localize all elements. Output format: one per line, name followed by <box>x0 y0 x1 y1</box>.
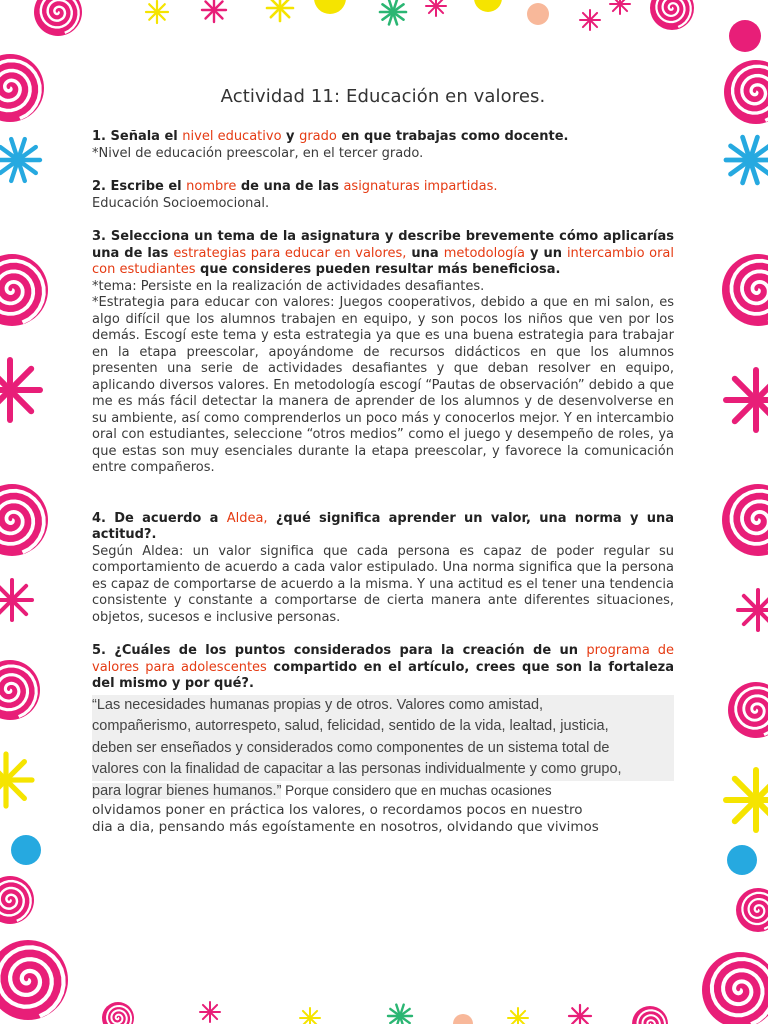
answer-5-quote: “Las necesidades humanas propias y de otros. Valores como amistad, compañerismo, autorrespeto, salud, felicidad, sentido de la vida, lealtad, justicia, deben ser enseñados y considerados como componentes de un sistema total de valores con la finalidad de capacitar a las personas individualmente y como grupo, para lograr bienes humanos.” Porque considero que en muchas ocasiones <box>92 695 674 803</box>
starburst-icon <box>726 137 768 183</box>
starburst-icon <box>726 770 768 830</box>
starburst-icon <box>426 0 446 16</box>
starburst-icon <box>146 1 168 23</box>
starburst-icon <box>569 1005 591 1024</box>
starburst-icon <box>388 1005 412 1024</box>
dot-icon <box>11 835 41 865</box>
starburst-icon <box>0 360 40 420</box>
question-3: 3. Selecciona un tema de la asignatura y describe brevemente cómo aplicarías una de las estrategias para educar en valores, una metodología y un intercambio oral con estudiantes que consideres pueden resultar más beneficiosa. <box>92 229 674 277</box>
document-page <box>92 80 674 836</box>
starburst-icon <box>0 580 32 620</box>
answer-1: *Nivel de educación preescolar, en el tercer grado. <box>92 145 424 161</box>
starburst-icon <box>0 754 32 806</box>
starburst-icon <box>580 10 600 30</box>
answer-2: Educación Socioemocional. <box>92 195 270 211</box>
starburst-icon <box>300 1008 320 1024</box>
dot-icon <box>727 845 757 875</box>
starburst-icon <box>0 139 40 181</box>
dot-icon <box>474 0 502 12</box>
answer-3-topic: *tema: Persiste en la realización de actividades desafiantes. <box>92 278 485 294</box>
question-1: 1. Señala el nivel educativo y grado en que trabajas como docente. <box>92 129 569 144</box>
answer-3-strategy: *Estrategia para educar con valores: Juegos cooperativos, debido a que en mi salon, es algo difícil que los alumnos trabajen en equipo, y son pocos los niños que ven por los demás. Escogí este tema y esta estrategia ya que es una buena estrategia para trabajar en la etapa preescolar, apoyándome de recursos didácticos en que los alumnos presenten una serie de actividades desafiantes y que deban resolver en equipo, aplicando diversos valores. En metodología escogí “Pautas de observación” debido a que me es más fácil detectar la manera de aprender de los alumnos y de desenvolverse en su ambiente, así como comprenderlos un poco más y conocerlos mejor. Y en intercambio oral con estudiantes, seleccione “otros medios” como el juego y desempeño de roles, ya que estas son muy esenciales durante la etapa preescolar, y favorece la comunicación entre compañeros. <box>92 295 674 475</box>
answer-5-line-2: olvidamos poner en práctica los valores, o recordamos pocos en nuestro <box>92 802 583 818</box>
document-title: Actividad 11: Educación en valores. <box>220 86 546 107</box>
starburst-icon <box>380 0 406 24</box>
dot-icon <box>729 20 761 52</box>
question-5: 5. ¿Cuáles de los puntos considerados para la creación de un programa de valores para adolescentes compartido en el artículo, crees que son la fortaleza del mismo y por qué?. <box>92 643 674 691</box>
answer-4: Según Aldea: un valor significa que cada persona es capaz de poder regular su comportamiento de acuerdo a cada valor estipulado. Una norma significa que la persona es capaz de comportarse de acuerdo a la misma. Y una actitud es el tener una tendencia consistente y constante a comportarse de cierta manera ante diferentes situaciones, objetos, sucesos e inclusive personas. <box>92 543 674 625</box>
answer-5-line-3: dia a dia, pensando más egoístamente en nosotros, olvidando que vivimos <box>92 819 599 835</box>
dot-icon <box>314 0 346 14</box>
dot-icon <box>527 3 549 25</box>
starburst-icon <box>202 0 226 22</box>
starburst-icon <box>508 1008 528 1024</box>
question-2: 2. Escribe el nombre de una de las asignaturas impartidas. <box>92 179 498 194</box>
starburst-icon <box>610 0 630 14</box>
starburst-icon <box>738 590 768 630</box>
starburst-icon <box>726 370 768 430</box>
question-4: 4. De acuerdo a Aldea, ¿qué significa aprender un valor, una norma y una actitud?. <box>92 510 674 542</box>
dot-icon <box>453 1014 473 1024</box>
starburst-icon <box>200 1002 220 1022</box>
starburst-icon <box>267 0 293 21</box>
answer-5-continuation: Porque considero que en muchas ocasiones <box>281 782 552 798</box>
